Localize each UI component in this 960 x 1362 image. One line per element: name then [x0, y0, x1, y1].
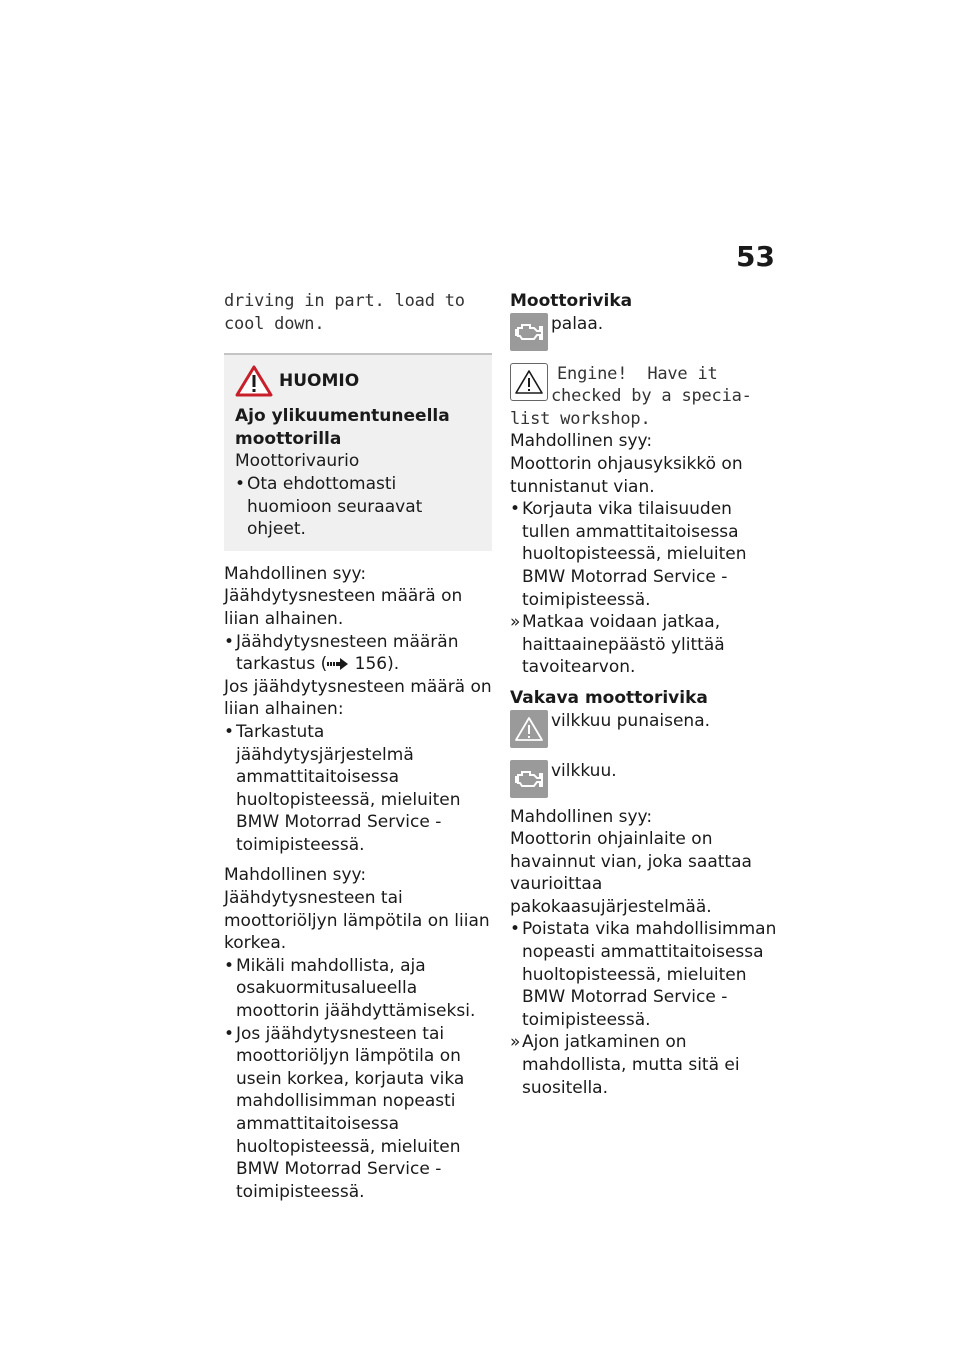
indicator-text: vilkkuu punaisena.	[551, 710, 711, 731]
list-item	[510, 1031, 782, 1099]
section-heading: Moottorivika	[510, 291, 633, 311]
cause-label: Mahdollinen syy:	[510, 806, 653, 827]
indicator-text: vilkkuu.	[551, 760, 617, 781]
condition-text: Jos jäähdytysnesteen määrä on liian alhainen:	[224, 676, 492, 720]
list-item-text: Tarkastuta jäähdytysjärjestelmä ammattitaitoisessa huoltopisteessä, mieluiten BMW Motorrad Service -toimipisteessä.	[236, 721, 461, 855]
action-list	[224, 721, 492, 857]
cause-text: Jäähdytysnesteen määrä on liian alhainen.	[224, 586, 463, 629]
list-item-text: Ajon jatkaminen on mahdollista, mutta sitä ei suositella.	[522, 1032, 740, 1098]
list-item-text: Mikäli mahdollista, aja osakuormitusalueella moottorin jäähdyttämiseksi.	[236, 955, 476, 1022]
notice-text: Moottorivaurio	[235, 451, 360, 472]
right-column	[510, 290, 782, 1099]
indicator-text: palaa.	[551, 313, 604, 334]
display-text-line: Engine! Have it	[557, 363, 718, 384]
list-item	[510, 611, 782, 679]
cause-text: Moottorin ohjainlaite on havainnut vian, joka saattaa vaurioittaa pakokaasujärjestelmää.	[510, 829, 752, 917]
display-text-line: list workshop.	[510, 408, 651, 429]
list-item-text: Korjauta vika tilaisuuden tullen ammattitaitoisessa huoltopisteessä, mieluiten BMW Motorrad Service -toimipisteessä.	[522, 499, 747, 610]
list-item-text: Jos jäähdytysnesteen tai moottoriöljyn lämpötila on usein korkea, korjauta vika mahdollisimman nopeasti ammattitaitoisessa huoltopisteessä, mieluiten BMW Motorrad Service -toimipisteessä.	[236, 1023, 465, 1202]
display-text-continuation: driving in part. load to cool down.	[224, 291, 465, 334]
notice-list	[231, 473, 482, 541]
result-list	[510, 611, 782, 679]
indicator-row	[510, 313, 782, 351]
indicator-row	[510, 760, 782, 798]
page-reference-arrow-icon	[327, 658, 349, 670]
cause-text: Moottorin ohjausyksikkö on tunnistanut vian.	[510, 453, 743, 497]
list-item	[235, 473, 482, 541]
cause-text: Jäähdytysnesteen tai moottoriöljyn lämpötila on liian korkea.	[224, 888, 490, 954]
left-column	[224, 290, 492, 1203]
engine-check-icon	[510, 760, 548, 798]
action-list	[510, 918, 782, 1031]
list-item-text: Ota ehdottomasti huomioon seuraavat ohjeet.	[247, 473, 423, 540]
list-item	[510, 918, 782, 1031]
display-text-line: checked by a specia-	[551, 386, 752, 407]
list-item	[510, 498, 782, 611]
action-list	[510, 498, 782, 611]
general-warning-icon	[510, 710, 548, 748]
action-list	[224, 631, 492, 676]
list-item-text: Poistata vika mahdollisimman nopeasti ammattitaitoisessa huoltopisteessä, mieluiten BMW Motorrad Service -toimipisteessä.	[522, 919, 777, 1030]
warning-triangle-icon	[235, 365, 273, 397]
list-item	[224, 721, 492, 857]
list-item	[224, 631, 492, 676]
section-heading: Vakava moottorivika	[510, 687, 708, 708]
display-row	[510, 363, 782, 408]
cause-label: Mahdollinen syy:	[224, 563, 367, 584]
cause-label: Mahdollinen syy:	[224, 865, 367, 886]
general-warning-icon	[510, 363, 548, 401]
page-number: 53	[736, 240, 775, 273]
list-item-text: ).	[387, 654, 400, 675]
notice-title: HUOMIO	[279, 371, 360, 392]
engine-check-icon	[510, 313, 548, 351]
list-item	[224, 1023, 492, 1204]
list-item-text: Jäähdytysnesteen määrän tarkastus (	[236, 631, 459, 675]
list-item-text: Matkaa voidaan jatkaa, haittaainepäästö ylittää tavoitearvon.	[522, 612, 725, 678]
action-list	[224, 955, 492, 1204]
notice-subtitle: Ajo ylikuumentuneella moottorilla	[235, 406, 450, 449]
indicator-row	[510, 710, 782, 748]
notice-header	[231, 365, 482, 397]
list-item	[224, 955, 492, 1023]
cause-label: Mahdollinen syy:	[510, 431, 653, 452]
result-list	[510, 1031, 782, 1099]
page-reference[interactable]: 156	[354, 654, 388, 675]
notice-box	[224, 355, 492, 551]
